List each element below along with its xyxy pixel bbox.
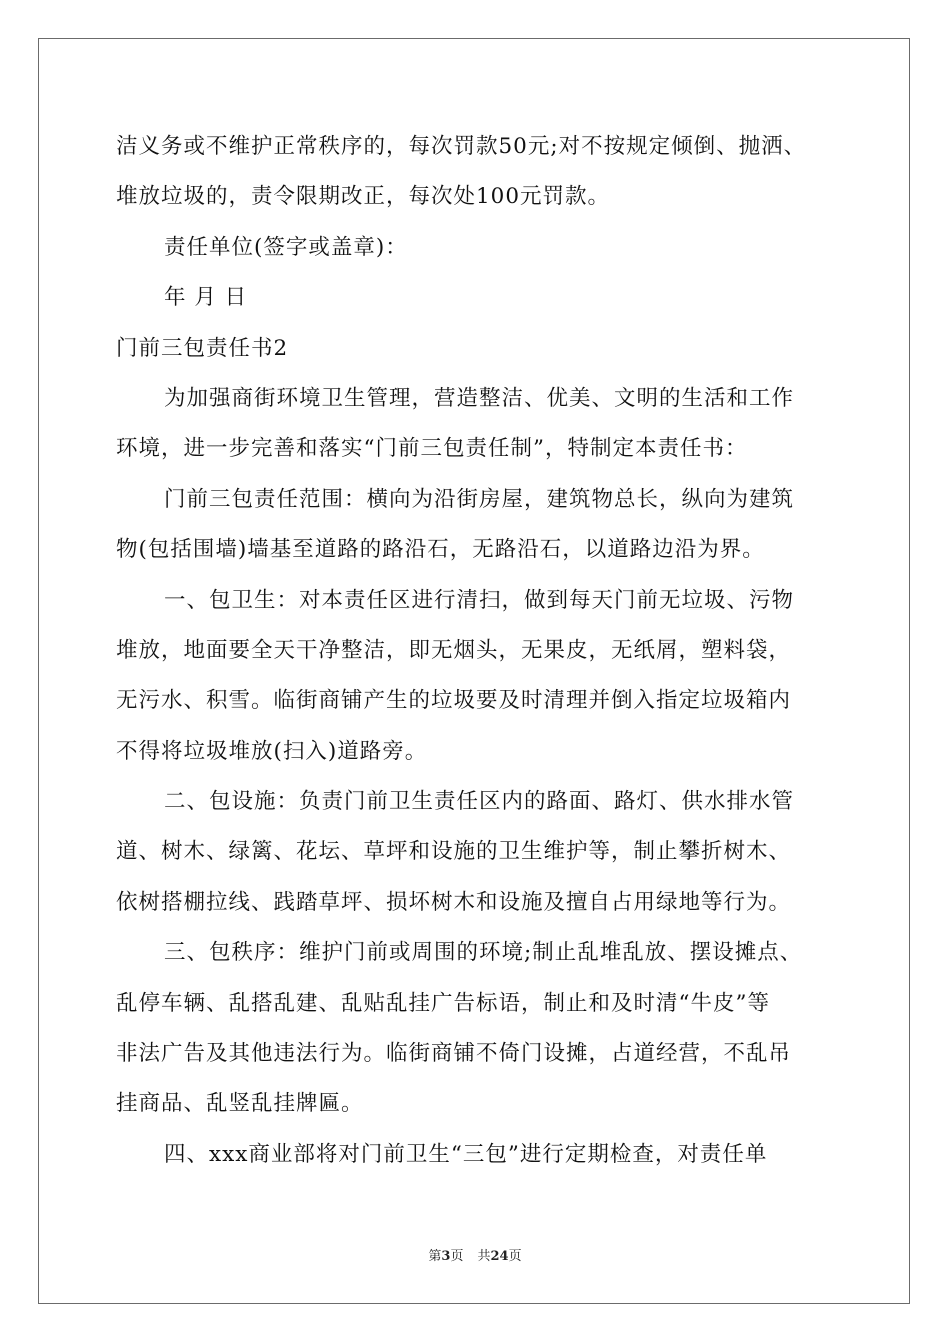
total-suffix: 页 <box>508 1249 522 1264</box>
text-line: 道、树木、绿篱、花坛、草坪和设施的卫生维护等，制止攀折树木、 <box>116 839 792 865</box>
text-line: 洁义务或不维护正常秩序的，每次罚款50元;对不按规定倾倒、抛洒、 <box>116 134 807 159</box>
text-line: 无污水、积雪。临街商铺产生的垃圾要及时清理并倒入指定垃圾箱内 <box>116 688 792 714</box>
text-line: 门前三包责任书2 <box>116 335 289 361</box>
page-footer <box>0 1245 950 1264</box>
total-prefix: 共 <box>477 1249 491 1264</box>
text-line: 非法广告及其他违法行为。临街商铺不倚门设摊，占道经营，不乱吊 <box>116 1041 792 1067</box>
page-suffix: 页 <box>450 1249 464 1264</box>
text-line: 挂商品、乱竖乱挂牌匾。 <box>116 1091 364 1117</box>
text-line: 年 月 日 <box>164 285 248 311</box>
text-line: 不得将垃圾堆放(扫入)道路旁。 <box>116 738 428 764</box>
page-total: 24 <box>490 1249 509 1264</box>
text-line: 乱停车辆、乱搭乱建、乱贴乱挂广告标语，制止和及时清“牛皮”等 <box>116 990 770 1016</box>
text-line: 一、包卫生：对本责任区进行清扫，做到每天门前无垃圾、污物 <box>164 587 795 613</box>
text-line: 四、xxx商业部将对门前卫生“三包”进行定期检查，对责任单 <box>164 1141 768 1167</box>
page-current: 3 <box>441 1249 451 1264</box>
text-line: 依树搭棚拉线、践踏草坪、损坏树木和设施及擅自占用绿地等行为。 <box>116 889 792 915</box>
text-line: 物(包括围墙)墙基至道路的路沿石，无路沿石，以道路边沿为界。 <box>116 537 765 563</box>
text-line: 责任单位(签字或盖章)： <box>164 234 408 260</box>
text-line: 环境，进一步完善和落实“门前三包责任制”，特制定本责任书： <box>116 436 748 462</box>
document-body <box>116 122 846 1180</box>
page-prefix: 第 <box>428 1249 442 1264</box>
text-line: 堆放垃圾的，责令限期改正，每次处100元罚款。 <box>116 184 611 210</box>
text-line: 二、包设施：负责门前卫生责任区内的路面、路灯、供水排水管 <box>164 789 795 815</box>
text-line: 堆放，地面要全天干净整洁，即无烟头，无果皮，无纸屑，塑料袋， <box>116 637 792 663</box>
text-line: 门前三包责任范围：横向为沿街房屋，建筑物总长，纵向为建筑 <box>164 486 795 512</box>
text-line: 为加强商街环境卫生管理，营造整洁、优美、文明的生活和工作 <box>164 385 795 411</box>
text-line: 三、包秩序：维护门前或周围的环境;制止乱堆乱放、摆设摊点、 <box>164 940 803 966</box>
